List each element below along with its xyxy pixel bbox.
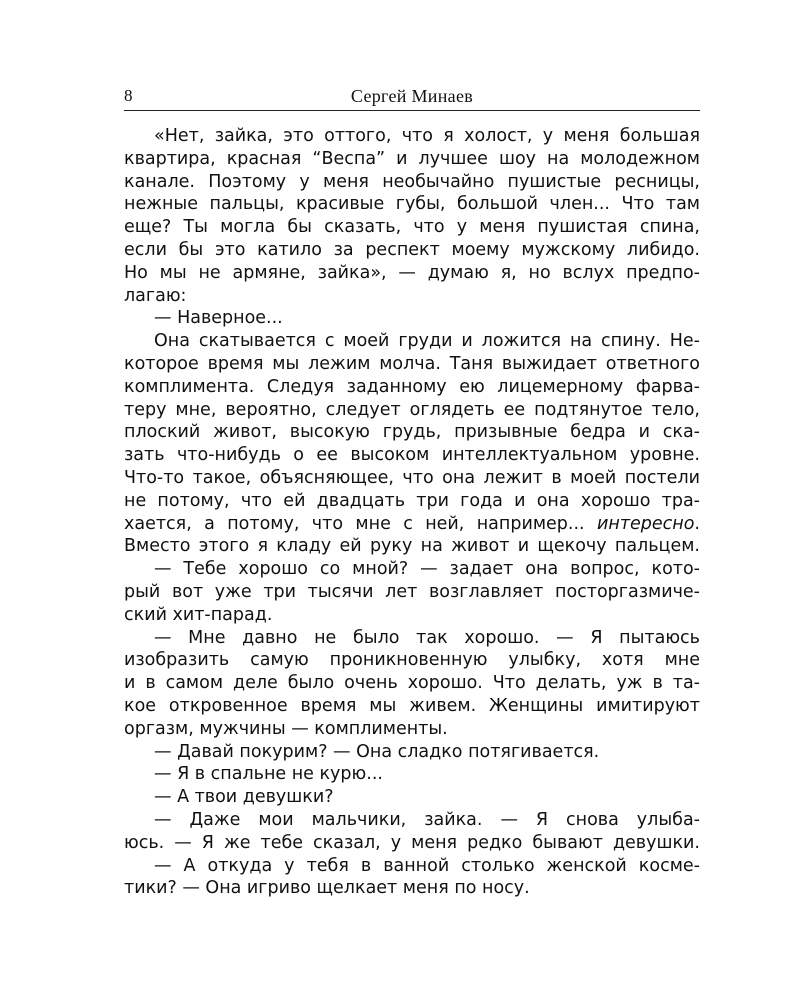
text-line: зать что-нибудь о ее высоком интеллектуальном уровне.: [124, 445, 700, 466]
text-line: Она скатывается с моей груди и ложится на спину. Не-: [154, 331, 700, 352]
text-line: — Я в спальне не курю...: [154, 764, 383, 785]
text-line: Но мы не армяне, зайка», — думаю я, но вслух предпо-: [124, 262, 700, 283]
text-line: квартира, красная “Веспа” и лучшее шоу на молодежном: [124, 148, 700, 169]
text-line: рый вот уже три тысячи лет возглавляет посторгазмиче-: [124, 581, 700, 602]
text-line: если бы это катило за респект моему мужскому либидо.: [124, 239, 700, 260]
text-line: оргазм, мужчины — комплименты.: [124, 718, 448, 739]
body-text: [124, 125, 700, 900]
text-line: нежные пальцы, красивые губы, большой член... Что там: [124, 194, 700, 215]
text-line: юсь. — Я же тебе сказал, у меня редко бывают девушки.: [124, 832, 700, 853]
text-line: — Наверное...: [154, 308, 283, 329]
text-line: еще? Ты могла бы сказать, что у меня пушистая спина,: [124, 217, 700, 238]
text-line: лагаю:: [124, 285, 187, 306]
running-head-author: Сергей Минаев: [350, 86, 474, 106]
text-line: кое откровенное время мы живем. Женщины имитируют: [124, 695, 700, 716]
text-line: теру мне, вероятно, следует оглядеть ее подтянутое тело,: [124, 399, 700, 420]
text-line: плоский живот, высокую грудь, призывные бедра и ска-: [124, 422, 700, 443]
text-line: — А откуда у тебя в ванной столько женской косме-: [154, 855, 700, 876]
text-line-mixed: [124, 513, 700, 536]
text-line: и в самом деле было очень хорошо. Что делать, уж в та-: [124, 673, 700, 694]
text-line: — Тебе хорошо со мной? — задает она вопрос, кото-: [154, 559, 700, 580]
text-line: не потому, что ей двадцать три года и она хорошо тра-: [124, 490, 700, 511]
text-line: — А твои девушки?: [154, 787, 334, 808]
running-head: [124, 84, 700, 111]
text-segment: .: [694, 513, 700, 534]
text-line: «Нет, зайка, это оттого, что я холост, у меня большая: [154, 126, 700, 146]
text-line: изобразить самую проникновенную улыбку, хотя мне: [124, 650, 700, 671]
book-page: [124, 84, 700, 900]
text-line: канале. Поэтому у меня необычайно пушистые ресницы,: [124, 171, 700, 192]
text-line: которое время мы лежим молча. Таня выжидает ответного: [124, 353, 700, 374]
text-line: — Даже мои мальчики, зайка. — Я снова улыба-: [154, 809, 700, 830]
text-line: ский хит-парад.: [124, 604, 273, 625]
text-line: — Давай покурим? — Она сладко потягивается.: [154, 741, 600, 762]
text-line: Что-то такое, объясняющее, что она лежит в моей постели: [124, 467, 700, 488]
text-line: Вместо этого я кладу ей руку на живот и щекочу пальцем.: [124, 536, 700, 557]
text-line: комплимента. Следуя заданному ею лицемерному фарва-: [124, 376, 700, 397]
text-line: — Мне давно не было так хорошо. — Я пытаюсь: [154, 627, 700, 648]
italic-word: интересно: [597, 513, 695, 534]
page-number: 8: [124, 86, 133, 105]
text-segment: хается, а потому, что мне с ней, например...: [124, 513, 585, 534]
text-line: тики? — Она игриво щелкает меня по носу.: [124, 878, 530, 899]
